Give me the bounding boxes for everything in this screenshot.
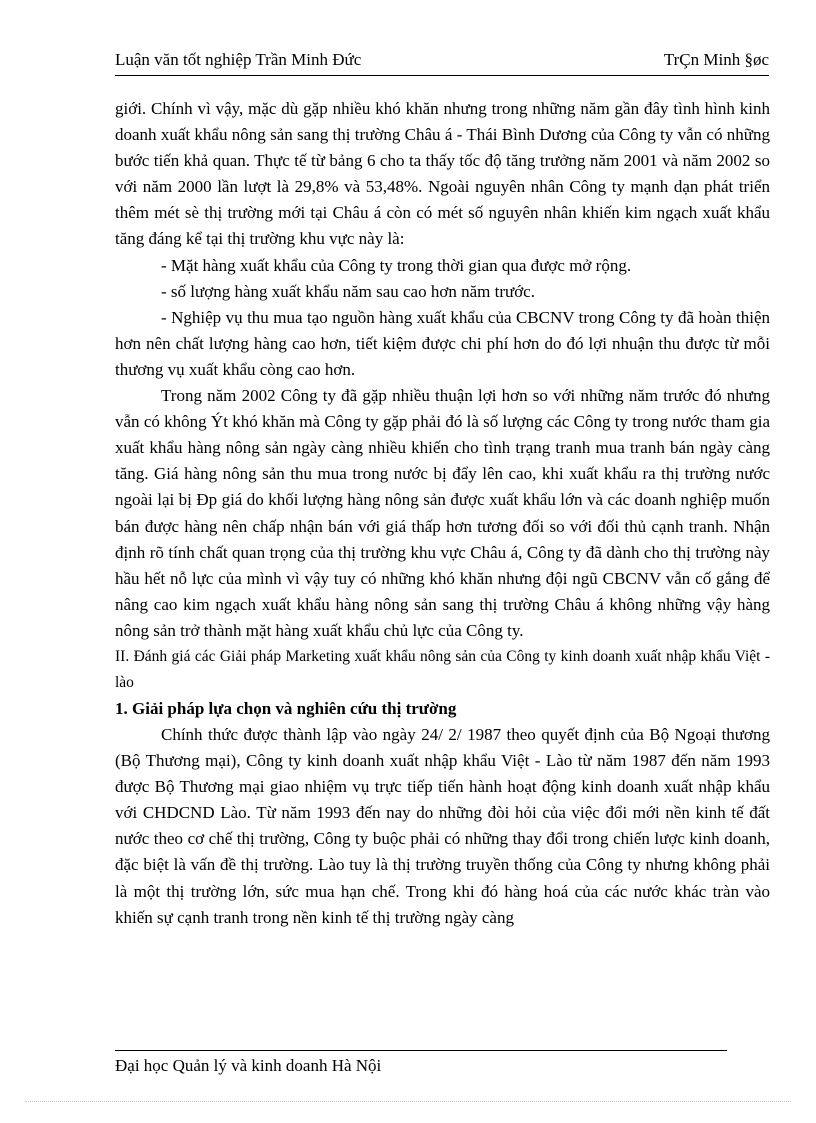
page-footer: Đại học Quản lý và kinh doanh Hà Nội — [115, 1056, 382, 1075]
bullet-1: - Mặt hàng xuất khẩu của Công ty trong thời gian qua được mở rộng. — [161, 255, 632, 275]
page-bottom-edge — [25, 1101, 791, 1102]
footer-rule — [115, 1050, 727, 1051]
paragraph-2: Trong năm 2002 Công ty đã gặp nhiều thuận lợi hơn so với những năm trước đó nhưng vẫn có không Ýt khó khăn mà Công ty gặp phải đó là số lượng các Công ty trong nước tham gia xuất khẩu hàng nông sản ngày càng nhiều khiến cho tình trạng tranh mua tranh bán ngày càng tăng. Giá hàng nông sản thu mua trong nước bị đẩy lên cao, khi xuất khẩu ra thị trường nước ngoài lại bị Ðp giá do khối lượng hàng nông sản được xuất khẩu lớn và các doanh nghiệp muốn bán được hàng nên chấp nhận bán với giá thấp hơn tương đối so với đối thủ cạnh tranh. Nhận định rõ tính chất quan trọng của thị trường khu vực Châu á, Công ty đã dành cho thị trường này hầu hết nỗ lực của mình vì vậy tuy có những khó khăn nhưng đội ngũ CBCNV vẫn cố gắng để nâng cao kim ngạch xuất khẩu hàng nông sản sang thị trường Châu á không những vậy hàng nông sản trở thành mặt hàng xuất khẩu chủ lực của Công ty. — [115, 386, 770, 640]
header-right-text: TrÇn Minh §øc — [663, 50, 769, 69]
section-heading: II. Đánh giá các Giải pháp Marketing xuất khẩu nông sản của Công ty kinh doanh xuất nhập khẩu Việt - lào — [115, 647, 770, 691]
header-left-text: Luận văn tốt nghiệp Trần Minh Đức — [115, 50, 362, 69]
bullet-3: - Nghiệp vụ thu mua tạo nguồn hàng xuất khẩu của CBCNV trong Công ty đã hoàn thiện hơn nên chất lượng hàng cao hơn, tiết kiệm được chi phí hơn do đó lợi nhuận thu được từ mỗi thương vụ xuất khẩu còng cao hơn. — [115, 307, 770, 379]
sub-heading: 1. Giải pháp lựa chọn và nghiên cứu thị trường — [115, 698, 457, 718]
page-header — [115, 50, 769, 72]
paragraph-3: Chính thức được thành lập vào ngày 24/ 2/ 1987 theo quyết định của Bộ Ngoại thương (Bộ Thương mại), Công ty kinh doanh xuất nhập khẩu Việt - Lào từ năm 1987 đến năm 1993 được Bộ Thương mại giao nhiệm vụ trực tiếp tiến hành hoạt động kinh doanh xuất nhập khẩu với CHDCND Lào. Từ năm 1993 đến nay do những đòi hỏi của việc đổi mới nền kinh tế đất nước theo cơ chế thị trường, Công ty buộc phải có những thay đổi trong chiến lược kinh doanh, đặc biệt là vấn đề thị trường. Lào tuy là thị trường truyền thống của Công ty nhưng không phải là một thị trường lớn, sức mua hạn chế. Trong khi đó hàng hoá của các nước khác tràn vào khiến sự cạnh tranh trong nền kinh tế thị trường ngày càng — [115, 724, 770, 927]
header-rule — [115, 75, 769, 76]
paragraph-1: giới. Chính vì vậy, mặc dù gặp nhiều khó khăn nhưng trong những năm gần đây tình hình kinh doanh xuất khẩu nông sản sang thị trường Châu á - Thái Bình Dương của Công ty vẫn có những bước tiến khả quan. Thực tế từ bảng 6 cho ta thấy tốc độ tăng trưởng năm 2001 và năm 2002 so với năm 2000 lần lượt là 29,8% và 53,48%. Ngoài nguyên nhân Công ty mạnh dạn phát triển thêm mét sè thị trường mới tại Châu á còn có mét số nguyên nhân khiến kim ngạch xuất khẩu tăng đáng kể tại thị trường khu vực này là: — [115, 99, 770, 249]
document-body — [115, 96, 770, 931]
bullet-2: - số lượng hàng xuất khẩu năm sau cao hơn năm trước. — [161, 281, 535, 301]
